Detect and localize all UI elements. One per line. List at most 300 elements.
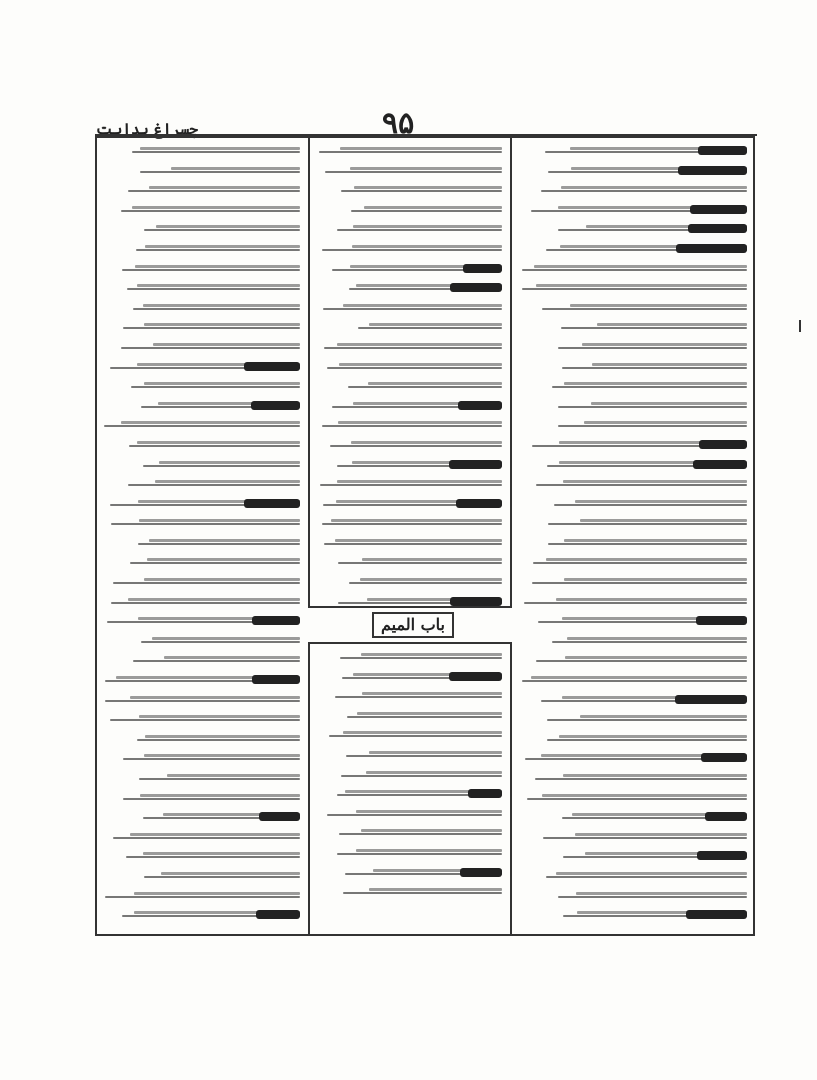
ink-stroke: [105, 896, 300, 898]
handwritten-line: [520, 279, 747, 299]
handwritten-line: [318, 648, 502, 668]
ink-stroke: [369, 888, 502, 891]
ink-stroke: [122, 269, 300, 271]
ink-stroke: [133, 660, 300, 662]
ink-stroke: [558, 406, 747, 408]
ink-stroke: [522, 680, 747, 682]
ink-stroke: [558, 425, 747, 427]
handwritten-line: [520, 906, 747, 926]
ink-stroke: [541, 190, 747, 192]
ink-stroke: [531, 676, 747, 679]
ink-stroke: [591, 402, 747, 405]
headword-mark: [675, 695, 747, 704]
ink-stroke: [533, 562, 747, 564]
margin-mark: [799, 320, 801, 332]
handwritten-line: [103, 710, 300, 730]
ink-stroke: [536, 660, 747, 662]
handwritten-line: [520, 867, 747, 887]
ink-stroke: [347, 716, 502, 718]
handwritten-line: [520, 220, 747, 240]
headword-mark: [456, 499, 502, 508]
handwritten-line: [318, 416, 502, 436]
ink-stroke: [123, 327, 300, 329]
ink-stroke: [556, 872, 747, 875]
handwritten-line: [103, 436, 300, 456]
ink-stroke: [136, 249, 300, 251]
left-column: [95, 136, 308, 936]
handwritten-line: [318, 726, 502, 746]
handwritten-line: [103, 397, 300, 417]
handwritten-line: [520, 181, 747, 201]
ink-stroke: [111, 523, 300, 525]
ink-stroke: [368, 382, 502, 385]
handwritten-line: [103, 828, 300, 848]
ink-stroke: [582, 343, 747, 346]
middle-column-bottom-lines: [318, 648, 502, 903]
headword-mark: [259, 812, 300, 821]
handwritten-line: [103, 201, 300, 221]
ink-stroke: [362, 692, 502, 695]
ink-stroke: [522, 288, 747, 290]
handwritten-line: [520, 730, 747, 750]
ink-stroke: [554, 504, 747, 506]
ink-stroke: [552, 386, 747, 388]
handwritten-line: [520, 808, 747, 828]
ink-stroke: [564, 382, 747, 385]
ink-stroke: [147, 558, 300, 561]
ink-stroke: [524, 602, 747, 604]
ink-stroke: [111, 602, 300, 604]
ink-stroke: [134, 892, 300, 895]
ink-stroke: [140, 171, 300, 173]
ink-stroke: [121, 347, 300, 349]
ink-stroke: [137, 441, 300, 444]
handwritten-line: [318, 514, 502, 534]
ink-stroke: [135, 265, 300, 268]
handwritten-line: [520, 534, 747, 554]
ink-stroke: [143, 852, 300, 855]
ink-stroke: [536, 484, 747, 486]
handwritten-line: [318, 279, 502, 299]
ink-stroke: [362, 558, 502, 561]
ink-stroke: [348, 386, 502, 388]
handwritten-line: [520, 475, 747, 495]
ink-stroke: [144, 323, 300, 326]
ink-stroke: [570, 304, 747, 307]
ink-stroke: [152, 637, 300, 640]
ink-stroke: [562, 367, 747, 369]
ink-stroke: [567, 637, 747, 640]
headword-mark: [449, 672, 502, 681]
headword-mark: [244, 499, 300, 508]
headword-mark: [678, 166, 747, 175]
ink-stroke: [340, 657, 502, 659]
handwritten-line: [520, 593, 747, 613]
ink-stroke: [130, 696, 300, 699]
handwritten-line: [318, 883, 502, 903]
ink-stroke: [547, 739, 747, 741]
handwritten-line: [318, 377, 502, 397]
ink-stroke: [327, 814, 502, 816]
ink-stroke: [357, 712, 502, 715]
handwritten-line: [318, 456, 502, 476]
handwritten-line: [103, 495, 300, 515]
ink-stroke: [144, 229, 300, 231]
ink-stroke: [532, 582, 747, 584]
ink-stroke: [576, 892, 747, 895]
ink-stroke: [343, 304, 502, 307]
ink-stroke: [105, 700, 300, 702]
ink-stroke: [552, 641, 747, 643]
ink-stroke: [320, 484, 502, 486]
ink-stroke: [123, 758, 300, 760]
ink-stroke: [369, 323, 502, 326]
handwritten-line: [318, 668, 502, 688]
handwritten-line: [103, 514, 300, 534]
ink-stroke: [128, 484, 300, 486]
ink-stroke: [133, 308, 300, 310]
ink-stroke: [113, 582, 300, 584]
ink-stroke: [337, 229, 503, 231]
right-column: [512, 136, 755, 936]
ink-stroke: [341, 775, 502, 777]
ink-stroke: [352, 245, 502, 248]
ink-stroke: [592, 363, 747, 366]
headword-mark: [693, 460, 747, 469]
headword-mark: [699, 440, 747, 449]
ink-stroke: [561, 186, 747, 189]
headword-mark: [688, 224, 747, 233]
ink-stroke: [144, 754, 300, 757]
ink-stroke: [360, 578, 502, 581]
handwritten-line: [520, 201, 747, 221]
headword-mark: [251, 401, 300, 410]
ink-stroke: [113, 837, 300, 839]
ink-stroke: [356, 810, 502, 813]
ink-stroke: [346, 755, 502, 757]
ink-stroke: [319, 151, 502, 153]
ink-stroke: [323, 308, 502, 310]
headword-mark: [458, 401, 502, 410]
handwritten-line: [103, 534, 300, 554]
handwritten-line: [318, 844, 502, 864]
ink-stroke: [338, 562, 502, 564]
handwritten-line: [520, 887, 747, 907]
headword-mark: [690, 205, 747, 214]
ink-stroke: [324, 543, 502, 545]
handwritten-line: [318, 338, 502, 358]
ink-stroke: [575, 833, 747, 836]
ink-stroke: [153, 343, 300, 346]
ink-stroke: [343, 892, 502, 894]
headword-mark: [256, 910, 300, 919]
ink-stroke: [536, 284, 747, 287]
handwritten-line: [318, 746, 502, 766]
handwritten-line: [318, 573, 502, 593]
ink-stroke: [128, 598, 300, 601]
ink-stroke: [535, 778, 747, 780]
handwritten-line: [520, 240, 747, 260]
ink-stroke: [337, 853, 502, 855]
handwritten-line: [520, 142, 747, 162]
headword-mark: [686, 910, 747, 919]
handwritten-line: [318, 318, 502, 338]
headword-mark: [463, 264, 502, 273]
headword-mark: [450, 283, 502, 292]
section-heading: باب المیم: [372, 612, 454, 638]
ink-stroke: [330, 445, 502, 447]
ink-stroke: [149, 186, 300, 189]
headword-mark: [460, 868, 502, 877]
ink-stroke: [548, 523, 747, 525]
headword-mark: [449, 460, 502, 469]
ink-stroke: [140, 794, 300, 797]
handwritten-line: [103, 789, 300, 809]
ink-stroke: [128, 190, 300, 192]
handwritten-line: [520, 397, 747, 417]
handwritten-line: [318, 687, 502, 707]
ink-stroke: [339, 833, 502, 835]
ink-stroke: [322, 249, 502, 251]
headword-mark: [244, 362, 300, 371]
handwritten-line: [103, 847, 300, 867]
ink-stroke: [137, 739, 300, 741]
ink-stroke: [123, 798, 300, 800]
ink-stroke: [339, 363, 502, 366]
handwritten-line: [520, 299, 747, 319]
handwritten-line: [103, 240, 300, 260]
handwritten-line: [103, 730, 300, 750]
headword-mark: [698, 146, 747, 155]
ink-stroke: [558, 896, 747, 898]
ink-stroke: [575, 500, 747, 503]
ink-stroke: [364, 206, 502, 209]
handwritten-line: [103, 867, 300, 887]
ink-stroke: [563, 480, 747, 483]
ink-stroke: [356, 849, 502, 852]
ink-stroke: [325, 171, 502, 173]
handwritten-line: [318, 162, 502, 182]
handwritten-line: [318, 805, 502, 825]
handwritten-line: [103, 299, 300, 319]
handwritten-line: [318, 534, 502, 554]
headword-mark: [252, 616, 300, 625]
middle-column: [308, 136, 512, 936]
ink-stroke: [155, 480, 300, 483]
ink-stroke: [343, 731, 502, 734]
handwritten-line: [103, 416, 300, 436]
handwritten-line: [318, 260, 502, 280]
middle-column-top-lines: [318, 142, 502, 612]
handwritten-line: [520, 436, 747, 456]
handwritten-line: [103, 612, 300, 632]
handwritten-line: [520, 612, 747, 632]
ink-stroke: [361, 653, 502, 656]
ink-stroke: [171, 167, 300, 170]
handwritten-line: [520, 416, 747, 436]
ink-stroke: [331, 519, 502, 522]
handwritten-line: [520, 691, 747, 711]
ink-stroke: [597, 323, 747, 326]
handwritten-line: [520, 260, 747, 280]
handwritten-line: [318, 475, 502, 495]
ink-stroke: [139, 519, 300, 522]
handwritten-line: [318, 142, 502, 162]
handwritten-line: [520, 828, 747, 848]
ink-stroke: [351, 441, 502, 444]
handwritten-line: [318, 220, 502, 240]
handwritten-line: [318, 766, 502, 786]
handwritten-line: [318, 358, 502, 378]
ink-stroke: [140, 147, 300, 150]
ink-stroke: [145, 245, 300, 248]
handwritten-line: [103, 671, 300, 691]
handwritten-line: [318, 201, 502, 221]
handwritten-line: [103, 887, 300, 907]
ink-stroke: [353, 225, 502, 228]
handwritten-line: [318, 181, 502, 201]
ink-stroke: [138, 543, 300, 545]
ink-stroke: [534, 265, 747, 268]
handwritten-line: [520, 789, 747, 809]
ink-stroke: [322, 425, 502, 427]
handwritten-line: [103, 593, 300, 613]
headword-mark: [468, 789, 502, 798]
handwritten-line: [318, 397, 502, 417]
handwritten-line: [520, 358, 747, 378]
ink-stroke: [350, 167, 502, 170]
handwritten-line: [520, 162, 747, 182]
handwritten-line: [520, 651, 747, 671]
left-column-lines: [103, 142, 300, 926]
handwritten-line: [103, 632, 300, 652]
handwritten-line: [103, 906, 300, 926]
handwritten-line: [520, 847, 747, 867]
ink-stroke: [144, 876, 300, 878]
ink-stroke: [547, 719, 747, 721]
handwritten-line: [520, 573, 747, 593]
ink-stroke: [145, 735, 300, 738]
handwritten-line: [103, 318, 300, 338]
ink-stroke: [561, 327, 747, 329]
ink-stroke: [340, 147, 502, 150]
handwritten-line: [520, 318, 747, 338]
handwritten-line: [318, 553, 502, 573]
ink-stroke: [358, 327, 502, 329]
ink-stroke: [143, 304, 300, 307]
handwritten-line: [103, 691, 300, 711]
section-heading-band: [308, 606, 512, 644]
right-column-lines: [520, 142, 747, 926]
ink-stroke: [337, 480, 502, 483]
ink-stroke: [559, 735, 747, 738]
handwritten-line: [103, 338, 300, 358]
handwritten-line: [318, 707, 502, 727]
handwritten-line: [318, 299, 502, 319]
ink-stroke: [542, 794, 747, 797]
ink-stroke: [546, 876, 747, 878]
ink-stroke: [548, 543, 747, 545]
handwritten-line: [520, 495, 747, 515]
ink-stroke: [139, 778, 300, 780]
headword-mark: [696, 616, 747, 625]
handwritten-line: [103, 573, 300, 593]
ink-stroke: [144, 578, 300, 581]
ink-stroke: [143, 465, 300, 467]
ink-stroke: [132, 206, 300, 209]
ink-stroke: [130, 562, 300, 564]
handwritten-line: [103, 553, 300, 573]
handwritten-line: [103, 769, 300, 789]
ink-stroke: [137, 284, 300, 287]
handwritten-line: [103, 749, 300, 769]
handwritten-line: [318, 864, 502, 884]
ink-stroke: [556, 598, 747, 601]
ink-stroke: [337, 343, 502, 346]
page-number: ۹۵: [382, 106, 415, 141]
ink-stroke: [139, 715, 300, 718]
ink-stroke: [131, 386, 300, 388]
ink-stroke: [542, 308, 747, 310]
ink-stroke: [132, 151, 300, 153]
ink-stroke: [121, 210, 300, 212]
handwritten-line: [103, 651, 300, 671]
handwritten-line: [520, 710, 747, 730]
handwritten-line: [103, 220, 300, 240]
handwritten-line: [103, 358, 300, 378]
handwritten-line: [520, 514, 747, 534]
ink-stroke: [563, 774, 747, 777]
handwritten-line: [103, 475, 300, 495]
ink-stroke: [341, 190, 502, 192]
ink-stroke: [324, 347, 502, 349]
handwritten-line: [520, 553, 747, 573]
handwritten-line: [520, 632, 747, 652]
headword-mark: [701, 753, 747, 762]
handwritten-line: [103, 279, 300, 299]
ink-stroke: [349, 582, 502, 584]
ink-stroke: [564, 539, 747, 542]
ink-stroke: [149, 539, 300, 542]
ink-stroke: [127, 288, 300, 290]
handwritten-line: [103, 456, 300, 476]
ink-stroke: [129, 445, 300, 447]
handwritten-line: [520, 671, 747, 691]
headword-mark: [705, 812, 747, 821]
ink-stroke: [580, 715, 747, 718]
handwritten-line: [318, 824, 502, 844]
ink-stroke: [354, 186, 503, 189]
handwritten-line: [520, 338, 747, 358]
ink-stroke: [110, 719, 300, 721]
handwritten-line: [318, 436, 502, 456]
ink-stroke: [159, 461, 300, 464]
ink-stroke: [546, 558, 747, 561]
ink-stroke: [327, 367, 502, 369]
handwritten-line: [103, 377, 300, 397]
handwritten-line: [103, 142, 300, 162]
ink-stroke: [351, 210, 502, 212]
headword-mark: [450, 597, 502, 606]
ink-stroke: [329, 735, 502, 737]
ink-stroke: [564, 578, 747, 581]
headword-mark: [252, 675, 300, 684]
ink-stroke: [584, 421, 747, 424]
handwritten-line: [318, 785, 502, 805]
handwritten-line: [318, 240, 502, 260]
ink-stroke: [361, 829, 502, 832]
ink-stroke: [126, 856, 300, 858]
